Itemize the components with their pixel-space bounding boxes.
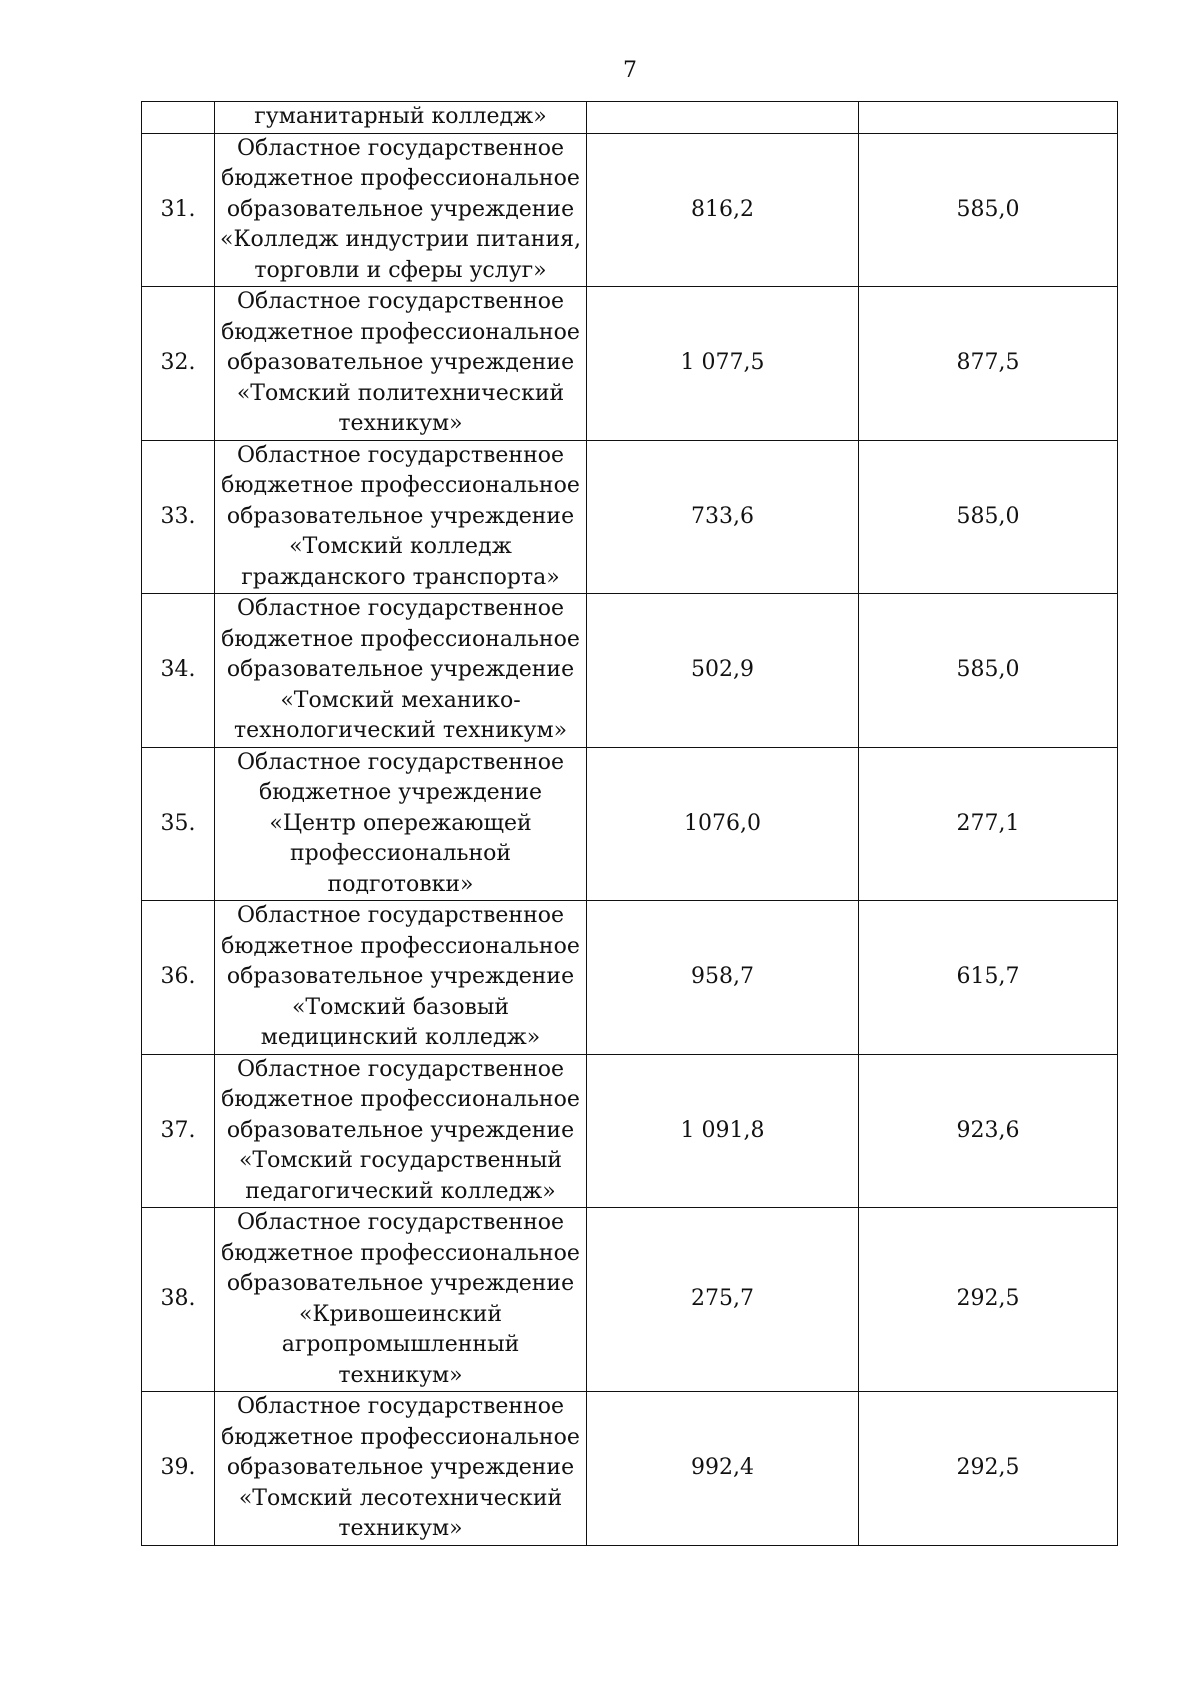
institution-name-cell: Областное государственное бюджетное учреждение «Центр опережающей профессиональной подготовки» bbox=[215, 747, 587, 901]
table-row bbox=[142, 594, 1118, 748]
row-number-cell: 38. bbox=[142, 1208, 215, 1392]
row-number-cell bbox=[142, 102, 215, 134]
institution-name-cell: Областное государственное бюджетное профессиональное образовательное учреждение «Томский колледж гражданского транспорта» bbox=[215, 440, 587, 594]
value2-cell: 585,0 bbox=[859, 133, 1118, 287]
row-number-cell: 35. bbox=[142, 747, 215, 901]
value1-cell: 275,7 bbox=[587, 1208, 859, 1392]
row-number-cell: 37. bbox=[142, 1054, 215, 1208]
institution-name-cell: Областное государственное бюджетное профессиональное образовательное учреждение «Кривошеинский агропромышленный техникум» bbox=[215, 1208, 587, 1392]
value1-cell: 992,4 bbox=[587, 1392, 859, 1546]
row-number-cell: 39. bbox=[142, 1392, 215, 1546]
institutions-table bbox=[141, 101, 1118, 1546]
institution-name-cell: Областное государственное бюджетное профессиональное образовательное учреждение «Томский государственный педагогический колледж» bbox=[215, 1054, 587, 1208]
value2-cell: 292,5 bbox=[859, 1392, 1118, 1546]
table-row-continuation bbox=[142, 102, 1118, 134]
table-row bbox=[142, 1392, 1118, 1546]
page-number: 7 bbox=[623, 58, 637, 83]
row-number-cell: 32. bbox=[142, 287, 215, 441]
institution-name-cell: Областное государственное бюджетное профессиональное образовательное учреждение «Томский политехнический техникум» bbox=[215, 287, 587, 441]
value1-cell bbox=[587, 102, 859, 134]
row-number-cell: 33. bbox=[142, 440, 215, 594]
row-number-cell: 34. bbox=[142, 594, 215, 748]
table-row bbox=[142, 747, 1118, 901]
institution-name-cell: гуманитарный колледж» bbox=[215, 102, 587, 134]
value1-cell: 1076,0 bbox=[587, 747, 859, 901]
institution-name-cell: Областное государственное бюджетное профессиональное образовательное учреждение «Томский лесотехнический техникум» bbox=[215, 1392, 587, 1546]
row-number-cell: 31. bbox=[142, 133, 215, 287]
table-row bbox=[142, 440, 1118, 594]
value1-cell: 1 091,8 bbox=[587, 1054, 859, 1208]
value2-cell: 877,5 bbox=[859, 287, 1118, 441]
institution-name-cell: Областное государственное бюджетное профессиональное образовательное учреждение «Колледж индустрии питания, торговли и сферы услуг» bbox=[215, 133, 587, 287]
table-row bbox=[142, 133, 1118, 287]
value2-cell: 923,6 bbox=[859, 1054, 1118, 1208]
institution-name-cell: Областное государственное бюджетное профессиональное образовательное учреждение «Томский базовый медицинский колледж» bbox=[215, 901, 587, 1055]
value1-cell: 1 077,5 bbox=[587, 287, 859, 441]
value1-cell: 958,7 bbox=[587, 901, 859, 1055]
table-row bbox=[142, 1054, 1118, 1208]
value2-cell: 277,1 bbox=[859, 747, 1118, 901]
value1-cell: 816,2 bbox=[587, 133, 859, 287]
table-row bbox=[142, 287, 1118, 441]
row-number-cell: 36. bbox=[142, 901, 215, 1055]
table-row bbox=[142, 901, 1118, 1055]
table-row bbox=[142, 1208, 1118, 1392]
value2-cell: 585,0 bbox=[859, 440, 1118, 594]
value2-cell: 292,5 bbox=[859, 1208, 1118, 1392]
value2-cell: 585,0 bbox=[859, 594, 1118, 748]
institution-name-cell: Областное государственное бюджетное профессиональное образовательное учреждение «Томский механико- технологический техникум» bbox=[215, 594, 587, 748]
value1-cell: 733,6 bbox=[587, 440, 859, 594]
value1-cell: 502,9 bbox=[587, 594, 859, 748]
value2-cell: 615,7 bbox=[859, 901, 1118, 1055]
value2-cell bbox=[859, 102, 1118, 134]
